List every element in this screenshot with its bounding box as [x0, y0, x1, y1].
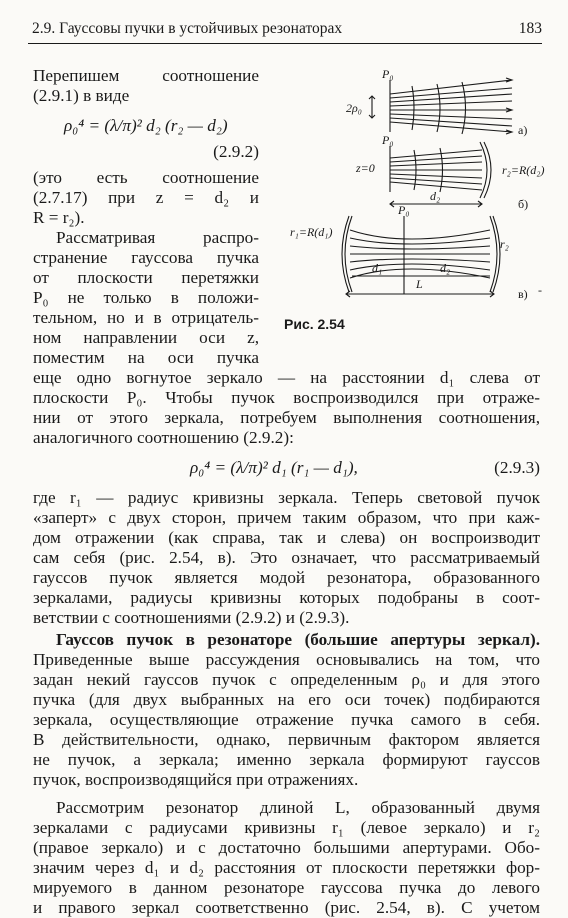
label-p0-b: P₀ [382, 133, 394, 147]
label-p0: P₀ [382, 67, 394, 81]
running-title: 2.9. Гауссовы пучки в устойчивых резонаторах [32, 20, 343, 37]
body-line: мируемого в данном резонаторе гауссова пучка до левого [33, 878, 540, 897]
body-line: В действительности, однако, первичным фактором является [33, 730, 540, 749]
equation-2-9-3: ρ₀⁴ = (λ/π)² d₁ (r₁ — d₁), [190, 458, 358, 477]
equation-number: (2.9.2) [213, 142, 259, 161]
label-2rho0: 2ρ₀ [346, 101, 362, 115]
body-line: тельном, но и в отрицатель- [33, 308, 259, 327]
label-v: в) [518, 287, 528, 301]
equation-2-9-2: ρ₀⁴ = (λ/π)² d₂ (r₂ — d₂) [64, 116, 228, 135]
panel-a-drawing [369, 78, 512, 134]
label-r2: r₂ [500, 237, 509, 251]
label-a: а) [518, 123, 528, 137]
body-line: пучка (для двух выбранных на его оси точек) подбираются [33, 690, 540, 709]
label-r1-eq: r₁=R(d₁) [290, 225, 333, 239]
body-line: зеркалами с радиусами кривизны r₁ (левое зеркало) и r₂ [33, 818, 540, 837]
label-r2-eq: r₂=R(d₂) [502, 163, 545, 177]
label-z0: z=0 [356, 161, 375, 175]
page-number: 183 [518, 20, 542, 37]
body-line: ветствии с соотношениями (2.9.2) и (2.9.3). [33, 608, 350, 627]
body-line: странение гауссова пучка [33, 248, 259, 267]
body-line: аналогичного соотношению (2.9.2): [33, 428, 294, 447]
body-line: зеркалами, радиусы кривизны которых подобраны в соот- [33, 588, 540, 607]
body-line: «заперт» с двух сторон, причем таким образом, что при каж- [33, 508, 540, 527]
body-line: (это есть соотношение [33, 168, 259, 187]
equation-number: (2.9.3) [494, 458, 540, 477]
body-line: поместим на оси пучка [33, 348, 259, 367]
body-line: (2.7.17) при z = d₂ и [33, 188, 259, 207]
body-line: P₀ не только в положи- [33, 288, 259, 307]
body-line: Перепишем соотношение [33, 66, 259, 85]
body-line: Рассмотрим резонатор длиной L, образованный двумя [56, 798, 540, 817]
body-line: плоскости P₀. Чтобы пучок воспроизводился при отраже- [33, 388, 540, 407]
body-line: и правого зеркал соответственно (рис. 2.54, в). С учетом [33, 898, 540, 917]
panel-b-drawing [390, 142, 491, 207]
body-line: пучок, воспроизводящийся при отражениях. [33, 770, 359, 789]
label-b: б) [518, 197, 529, 211]
body-line: сам себя (рис. 2.54, в). Это означает, что рассматриваемый [33, 548, 540, 567]
section-heading-line: Гауссов пучок в резонаторе (большие апертуры зеркал). [56, 630, 540, 649]
running-header [28, 18, 542, 42]
body-line: Приведенные выше рассуждения основывались на том, что [33, 650, 540, 669]
body-line: гауссов пучок является модой резонатора, образованного [33, 568, 540, 587]
body-line: еще одно вогнутое зеркало — на расстоянии d₁ слева от [33, 368, 540, 387]
body-line: Рассматривая распро- [56, 228, 259, 247]
body-line: зеркала, осуществляющие отражение пучка самого в себя. [33, 710, 540, 729]
body-line: задан некий гауссов пучок с определенным ρ₀ и для этого [33, 670, 540, 689]
label-d2-b: d₂ [430, 189, 441, 203]
label-dash: - [538, 283, 542, 297]
body-line: R = r₂). [33, 208, 85, 227]
label-d1: d₁ [372, 261, 383, 275]
label-L: L [416, 277, 423, 291]
body-line: значим через d₁ и d₂ расстояния от плоскости перетяжки фор- [33, 858, 540, 877]
body-line: ном направлении оси z, [33, 328, 259, 347]
body-line: не пучок, а зеркала; именно зеркала формируют гауссов [33, 750, 540, 769]
body-line: (правое зеркало) и с достаточно большими апертурами. Обо- [33, 838, 540, 857]
label-p0-c: P₀ [398, 203, 410, 217]
header-rule [28, 43, 542, 44]
body-line: (2.9.1) в виде [33, 86, 130, 105]
figure-caption: Рис. 2.54 [284, 316, 345, 332]
label-d2-c: d₂ [440, 261, 451, 275]
body-line: от плоскости перетяжки [33, 268, 259, 287]
body-line: нии от этого зеркала, потребуем выполнения соотношения, [33, 408, 540, 427]
figure-2-54 [290, 66, 560, 302]
body-line: дом отражении (как справа, так и слева) он воспроизводит [33, 528, 540, 547]
body-line: где r₁ — радиус кривизны зеркала. Теперь световой пучок [33, 488, 540, 507]
